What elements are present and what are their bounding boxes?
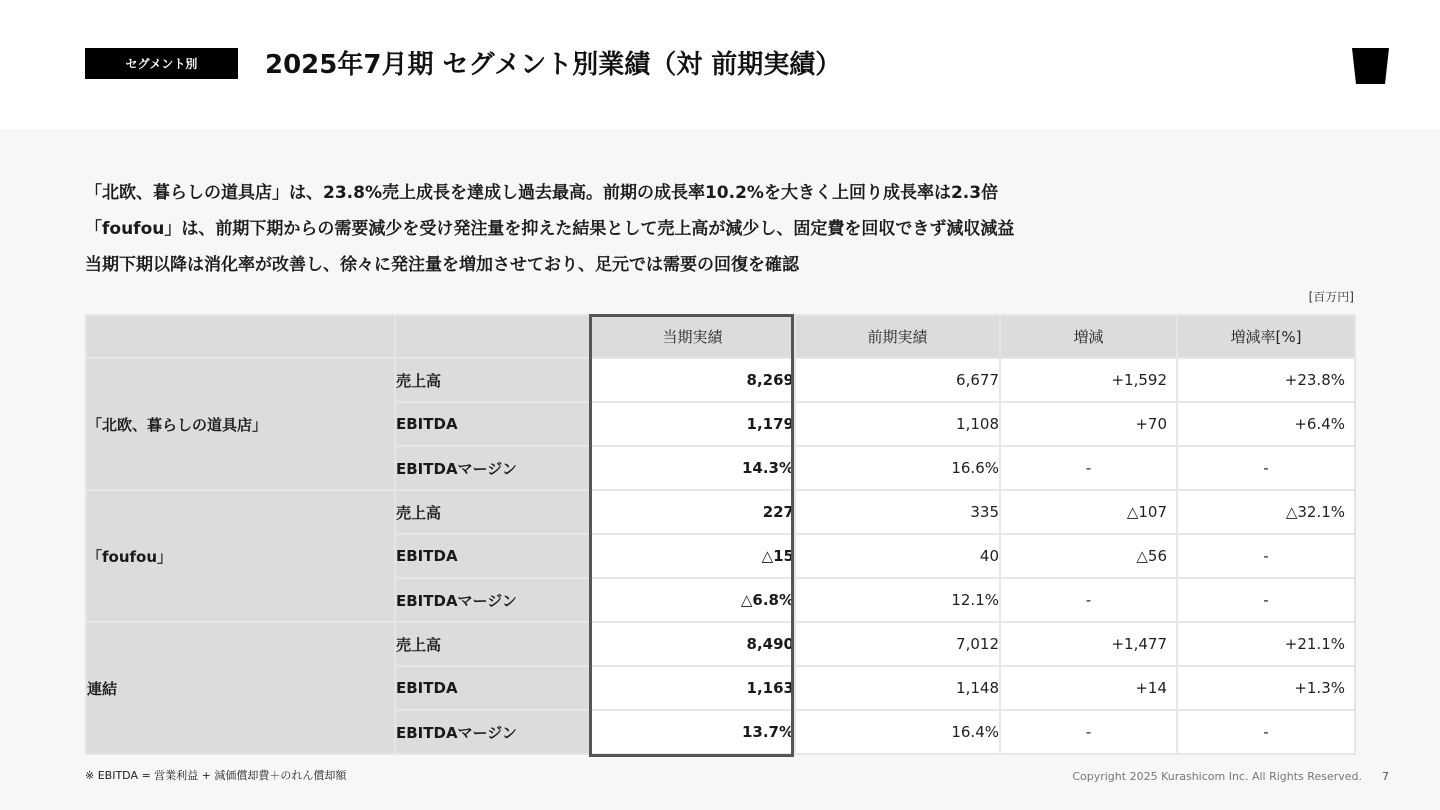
previous-value: 40 (795, 534, 1000, 578)
current-value: 227 (590, 490, 795, 534)
change-value: - (1000, 578, 1177, 622)
metric-label: EBITDAマージン (395, 446, 590, 490)
header-cell-segment (86, 315, 395, 358)
current-value: 1,179 (590, 402, 795, 446)
segment-name-foufou: 「foufou」 (86, 490, 395, 622)
segment-name-consolidated: 連結 (86, 622, 395, 754)
metric-label: EBITDAマージン (395, 710, 590, 754)
summary-line: 「foufou」は、前期下期からの需要減少を受け発注量を抑えた結果として売上高が減少し、固定費を回収できず減収減益 (85, 219, 1015, 239)
header-cell-metric (395, 315, 590, 358)
header-cell-previous: 前期実績 (795, 315, 1000, 358)
table-header-row (86, 315, 1355, 358)
change-value: +1,477 (1000, 622, 1177, 666)
current-value: 14.3% (590, 446, 795, 490)
table-row (86, 622, 1355, 666)
page-title: 2025年7月期 セグメント別業績（対 前期実績） (265, 50, 842, 80)
previous-value: 335 (795, 490, 1000, 534)
rate-value: - (1177, 534, 1355, 578)
change-value: +70 (1000, 402, 1177, 446)
rate-value: +21.1% (1177, 622, 1355, 666)
change-value: - (1000, 710, 1177, 754)
previous-value: 12.1% (795, 578, 1000, 622)
current-value: △6.8% (590, 578, 795, 622)
rate-value: - (1177, 578, 1355, 622)
change-value: - (1000, 446, 1177, 490)
change-value: +14 (1000, 666, 1177, 710)
previous-value: 16.4% (795, 710, 1000, 754)
rate-value: +6.4% (1177, 402, 1355, 446)
change-value: +1,592 (1000, 358, 1177, 402)
metric-label: EBITDA (395, 534, 590, 578)
current-value: △15 (590, 534, 795, 578)
slide-header (0, 0, 1440, 129)
cup-logo-icon (1352, 47, 1389, 84)
metric-label: 売上高 (395, 622, 590, 666)
table-row (86, 490, 1355, 534)
rate-value: △32.1% (1177, 490, 1355, 534)
segment-results-table (85, 314, 1356, 755)
copyright: Copyright 2025 Kurashicom Inc. All Rights Reserved. (1072, 770, 1362, 783)
unit-label: [百万円] (1308, 290, 1354, 304)
footnote: ※ EBITDA = 営業利益 + 減価償却費＋のれん償却額 (85, 769, 347, 782)
current-value: 8,269 (590, 358, 795, 402)
summary-text (85, 175, 1285, 283)
current-value: 8,490 (590, 622, 795, 666)
previous-value: 7,012 (795, 622, 1000, 666)
previous-value: 6,677 (795, 358, 1000, 402)
summary-line: 当期下期以降は消化率が改善し、徐々に発注量を増加させており、足元では需要の回復を確認 (85, 255, 799, 275)
metric-label: EBITDAマージン (395, 578, 590, 622)
rate-value: +23.8% (1177, 358, 1355, 402)
previous-value: 1,108 (795, 402, 1000, 446)
rate-value: +1.3% (1177, 666, 1355, 710)
table-row (86, 358, 1355, 402)
page-number: 7 (1382, 770, 1389, 783)
rate-value: - (1177, 446, 1355, 490)
metric-label: EBITDA (395, 402, 590, 446)
metric-label: 売上高 (395, 358, 590, 402)
metric-label: 売上高 (395, 490, 590, 534)
previous-value: 1,148 (795, 666, 1000, 710)
header-cell-rate: 増減率[%] (1177, 315, 1355, 358)
rate-value: - (1177, 710, 1355, 754)
change-value: △107 (1000, 490, 1177, 534)
current-value: 1,163 (590, 666, 795, 710)
section-tag: セグメント別 (85, 48, 238, 79)
change-value: △56 (1000, 534, 1177, 578)
previous-value: 16.6% (795, 446, 1000, 490)
header-cell-current: 当期実績 (590, 315, 795, 358)
current-value: 13.7% (590, 710, 795, 754)
metric-label: EBITDA (395, 666, 590, 710)
segment-name-hokuo: 「北欧、暮らしの道具店」 (86, 358, 395, 490)
summary-line: 「北欧、暮らしの道具店」は、23.8%売上成長を達成し過去最高。前期の成長率10.2%を大きく上回り成長率は2.3倍 (85, 183, 999, 203)
header-cell-change: 増減 (1000, 315, 1177, 358)
